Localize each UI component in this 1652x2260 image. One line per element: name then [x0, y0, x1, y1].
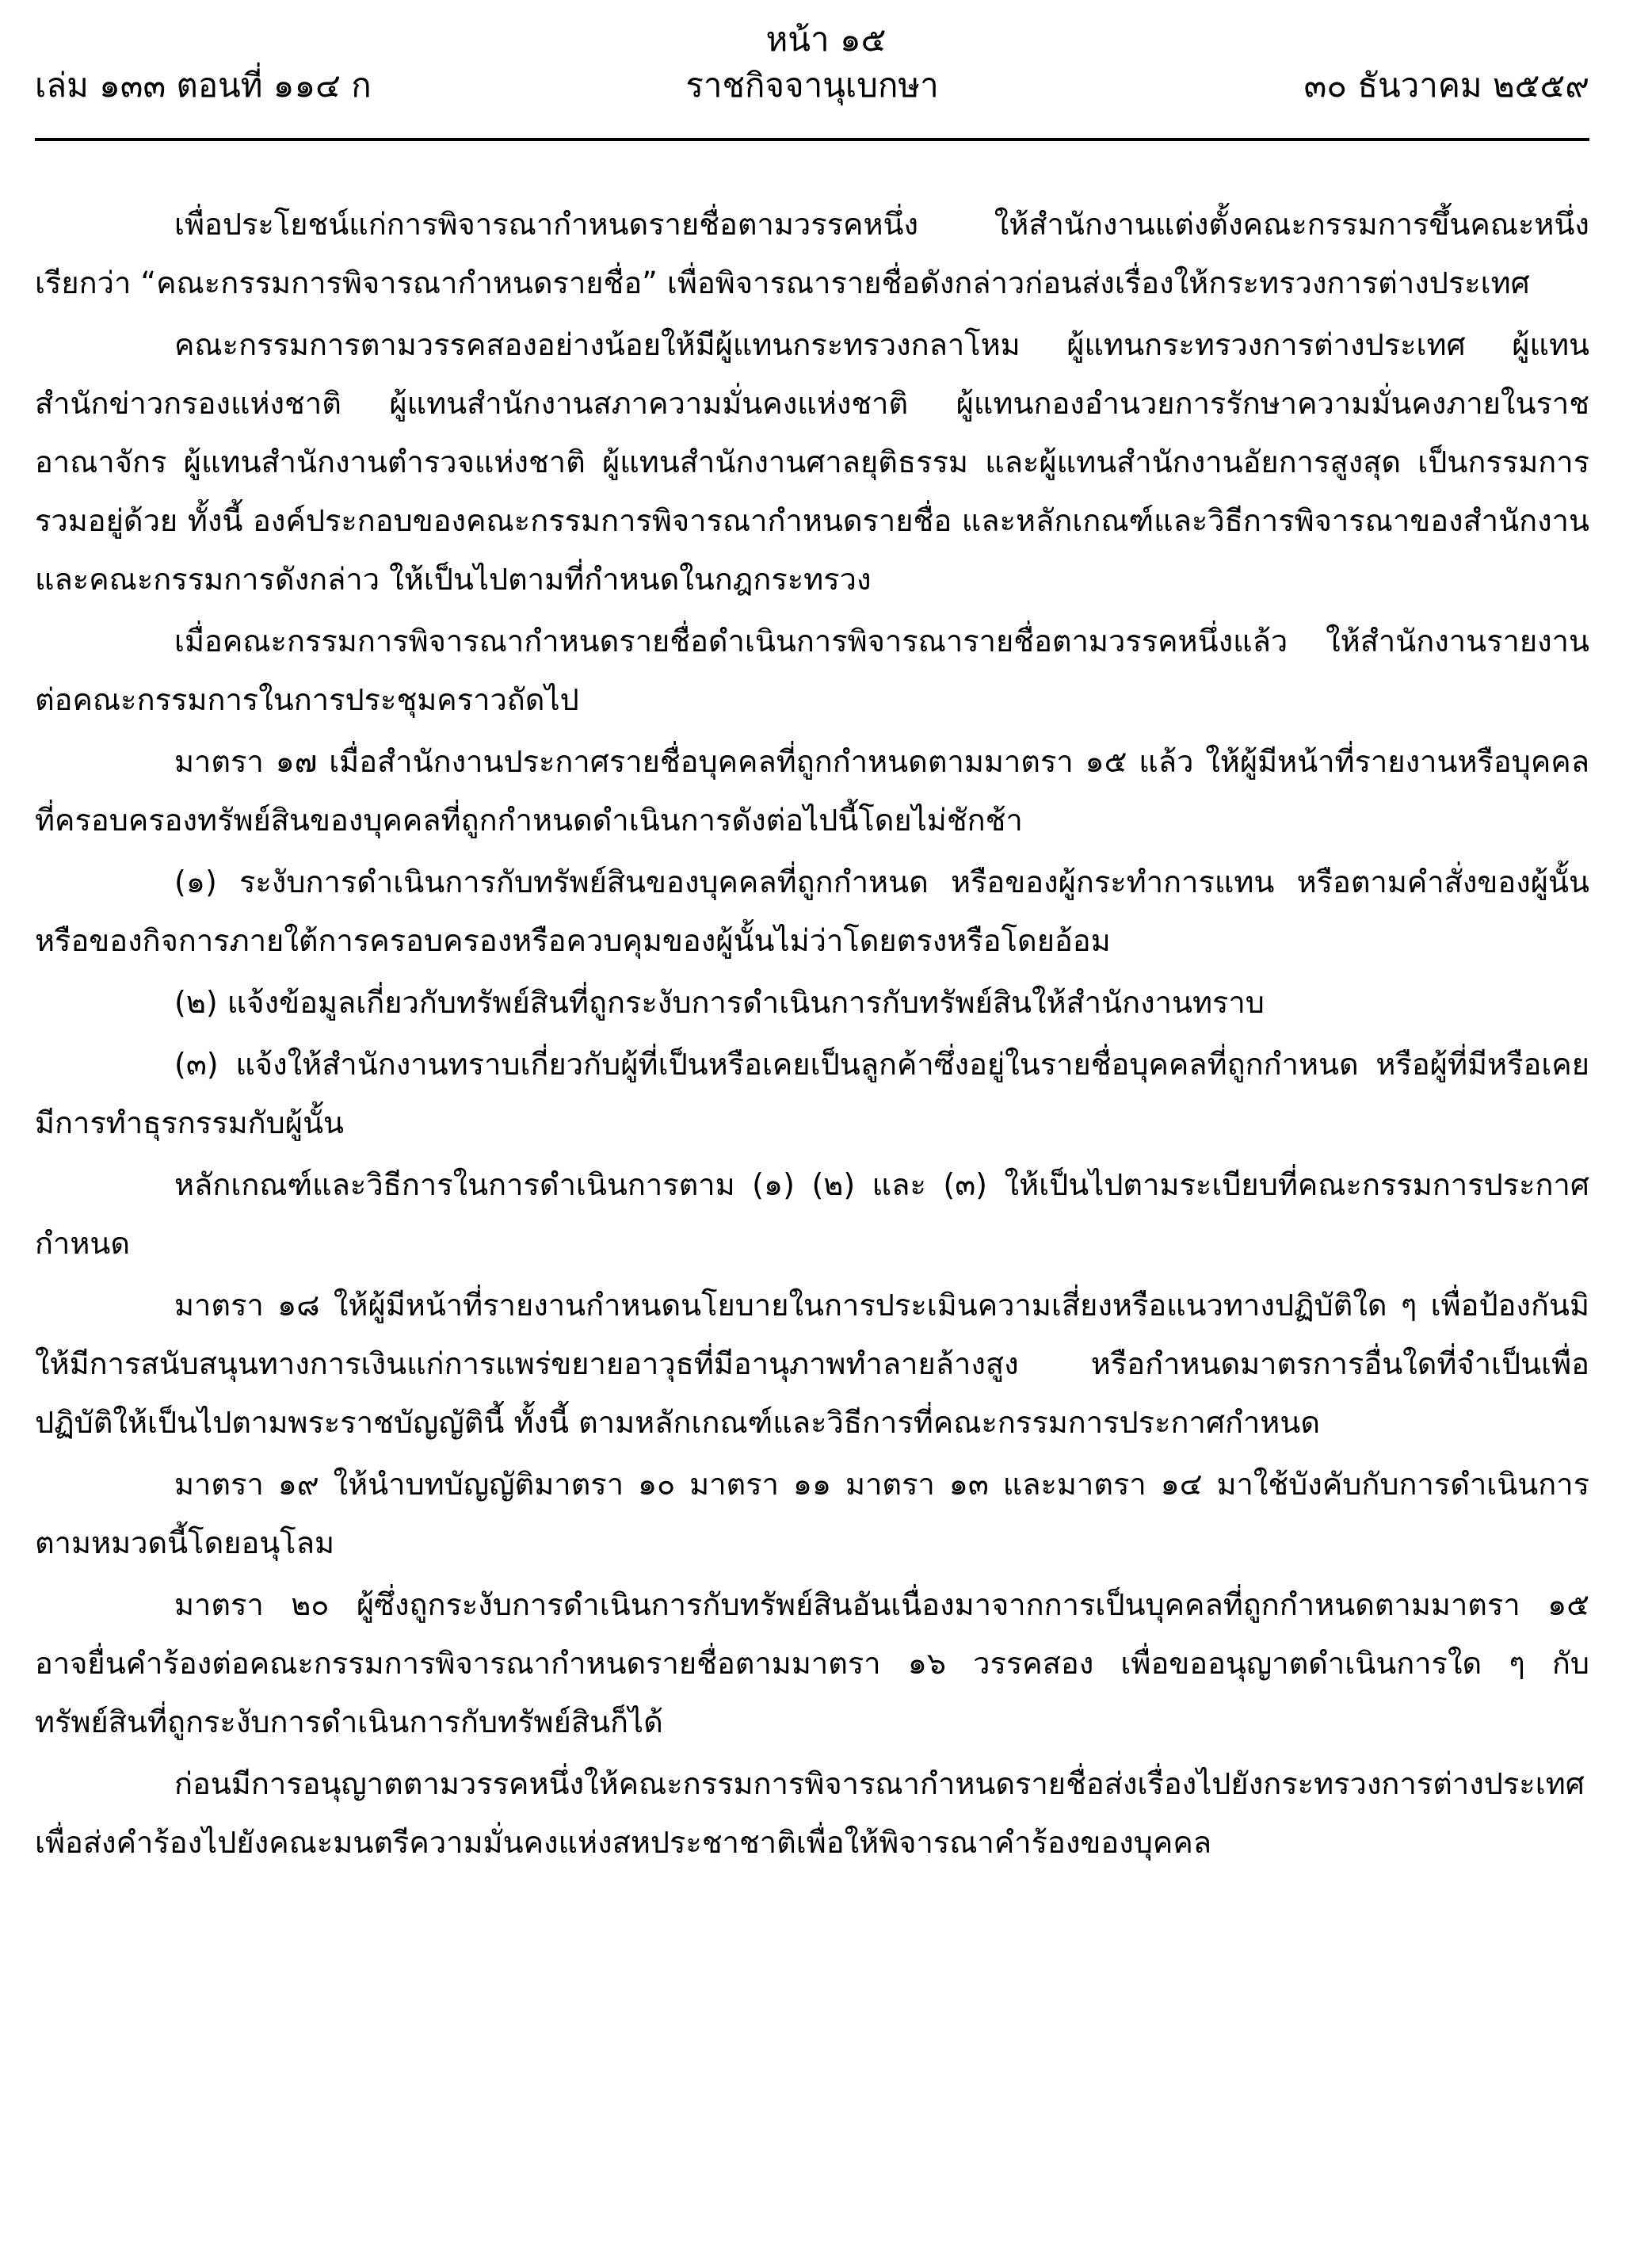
publication-date: ๓๐ ธันวาคม ๒๕๕๙ [1303, 66, 1589, 105]
clause-3: (๓) แจ้งให้สำนักงานทราบเกี่ยวกับผู้ที่เป็นหรือเคยเป็นลูกค้าซึ่งอยู่ในรายชื่อบุคคลที่ถูกกำหนด หรือผู้ที่มีหรือเคยมีการทำธุรกรรมกับผู้นั้น [35, 1047, 1589, 1140]
clause-2: (๒) แจ้งข้อมูลเกี่ยวกับทรัพย์สินที่ถูกระงับการดำเนินการกับทรัพย์สินให้สำนักงานทราบ [174, 985, 1265, 1020]
volume-issue: เล่ม ๑๓๓ ตอนที่ ๑๑๔ ก [35, 66, 372, 105]
gazette-header [35, 62, 1589, 109]
paragraph: หลักเกณฑ์และวิธีการในการดำเนินการตาม (๑) (๒) และ (๓) ให้เป็นไปตามระเบียบที่คณะกรรมการประกาศกำหนด [35, 1167, 1589, 1261]
paragraph: คณะกรรมการตามวรรคสองอย่างน้อยให้มีผู้แทนกระทรวงกลาโหม ผู้แทนกระทรวงการต่างประเทศ ผู้แทนสำนักข่าวกรองแห่งชาติ ผู้แทนสำนักงานสภาความมั่นคงแห่งชาติ ผู้แทนกองอำนวยการรักษาความมั่นคงภายในราชอาณาจักร ผู้แทนสำนักงานตำรวจแห่งชาติ ผู้แทนสำนักงานศาลยุติธรรม และผู้แทนสำนักงานอัยการสูงสุด เป็นกรรมการรวมอยู่ด้วย ทั้งนี้ องค์ประกอบของคณะกรรมการพิจารณากำหนดรายชื่อ และหลักเกณฑ์และวิธีการพิจารณาของสำนักงานและคณะกรรมการดังกล่าว ให้เป็นไปตามที่กำหนดในกฎกระทรวง [35, 327, 1589, 597]
header-rule [35, 138, 1589, 141]
section-19: มาตรา ๑๙ ให้นำบทบัญญัติมาตรา ๑๐ มาตรา ๑๑ มาตรา ๑๓ และมาตรา ๑๔ มาใช้บังคับกับการดำเนินการตามหมวดนี้โดยอนุโลม [35, 1467, 1589, 1560]
paragraph: เมื่อคณะกรรมการพิจารณากำหนดรายชื่อดำเนินการพิจารณารายชื่อตามวรรคหนึ่งแล้ว ให้สำนักงานรายงานต่อคณะกรรมการในการประชุมคราวถัดไป [35, 624, 1589, 717]
gazette-title: ราชกิจจานุเบกษา [685, 66, 939, 105]
paragraph: เพื่อประโยชน์แก่การพิจารณากำหนดรายชื่อตามวรรคหนึ่ง ให้สำนักงานแต่งตั้งคณะกรรมการขึ้นคณะหนึ่ง เรียกว่า “คณะกรรมการพิจารณากำหนดรายชื่อ” เพื่อพิจารณารายชื่อดังกล่าวก่อนส่งเรื่องให้กระทรวงการต่างประเทศ [35, 207, 1589, 300]
section-17: มาตรา ๑๗ เมื่อสำนักงานประกาศรายชื่อบุคคลที่ถูกกำหนดตามมาตรา ๑๕ แล้ว ให้ผู้มีหน้าที่รายงานหรือบุคคลที่ครอบครองทรัพย์สินของบุคคลที่ถูกกำหนดดำเนินการดังต่อไปนี้โดยไม่ชักช้า [35, 744, 1589, 838]
section-18: มาตรา ๑๘ ให้ผู้มีหน้าที่รายงานกำหนดนโยบายในการประเมินความเสี่ยงหรือแนวทางปฏิบัติใด ๆ เพื่อป้องกันมิให้มีการสนับสนุนทางการเงินแก่การแพร่ขยายอาวุธที่มีอานุภาพทำลายล้างสูง หรือกำหนดมาตรการอื่นใดที่จำเป็นเพื่อปฏิบัติให้เป็นไปตามพระราชบัญญัตินี้ ทั้งนี้ ตามหลักเกณฑ์และวิธีการที่คณะกรรมการประกาศกำหนด [35, 1288, 1589, 1440]
clause-1: (๑) ระงับการดำเนินการกับทรัพย์สินของบุคคลที่ถูกกำหนด หรือของผู้กระทำการแทน หรือตามคำสั่งของผู้นั้น หรือของกิจการภายใต้การครอบครองหรือควบคุมของผู้นั้นไม่ว่าโดยตรงหรือโดยอ้อม [35, 865, 1589, 958]
paragraph: ก่อนมีการอนุญาตตามวรรคหนึ่งให้คณะกรรมการพิจารณากำหนดรายชื่อส่งเรื่องไปยังกระทรวงการต่างประเทศเพื่อส่งคำร้องไปยังคณะมนตรีความมั่นคงแห่งสหประชาชาติเพื่อให้พิจารณาคำร้องของบุคคล [35, 1766, 1585, 1860]
body-text [35, 195, 1589, 1875]
page-number: หน้า ๑๕ [765, 20, 887, 59]
section-20: มาตรา ๒๐ ผู้ซึ่งถูกระงับการดำเนินการกับทรัพย์สินอันเนื่องมาจากการเป็นบุคคลที่ถูกกำหนดตามมาตรา ๑๕ อาจยื่นคำร้องต่อคณะกรรมการพิจารณากำหนดรายชื่อตามมาตรา ๑๖ วรรคสอง เพื่อขออนุญาตดำเนินการใด ๆ กับทรัพย์สินที่ถูกระงับการดำเนินการกับทรัพย์สินก็ได้ [35, 1587, 1589, 1739]
